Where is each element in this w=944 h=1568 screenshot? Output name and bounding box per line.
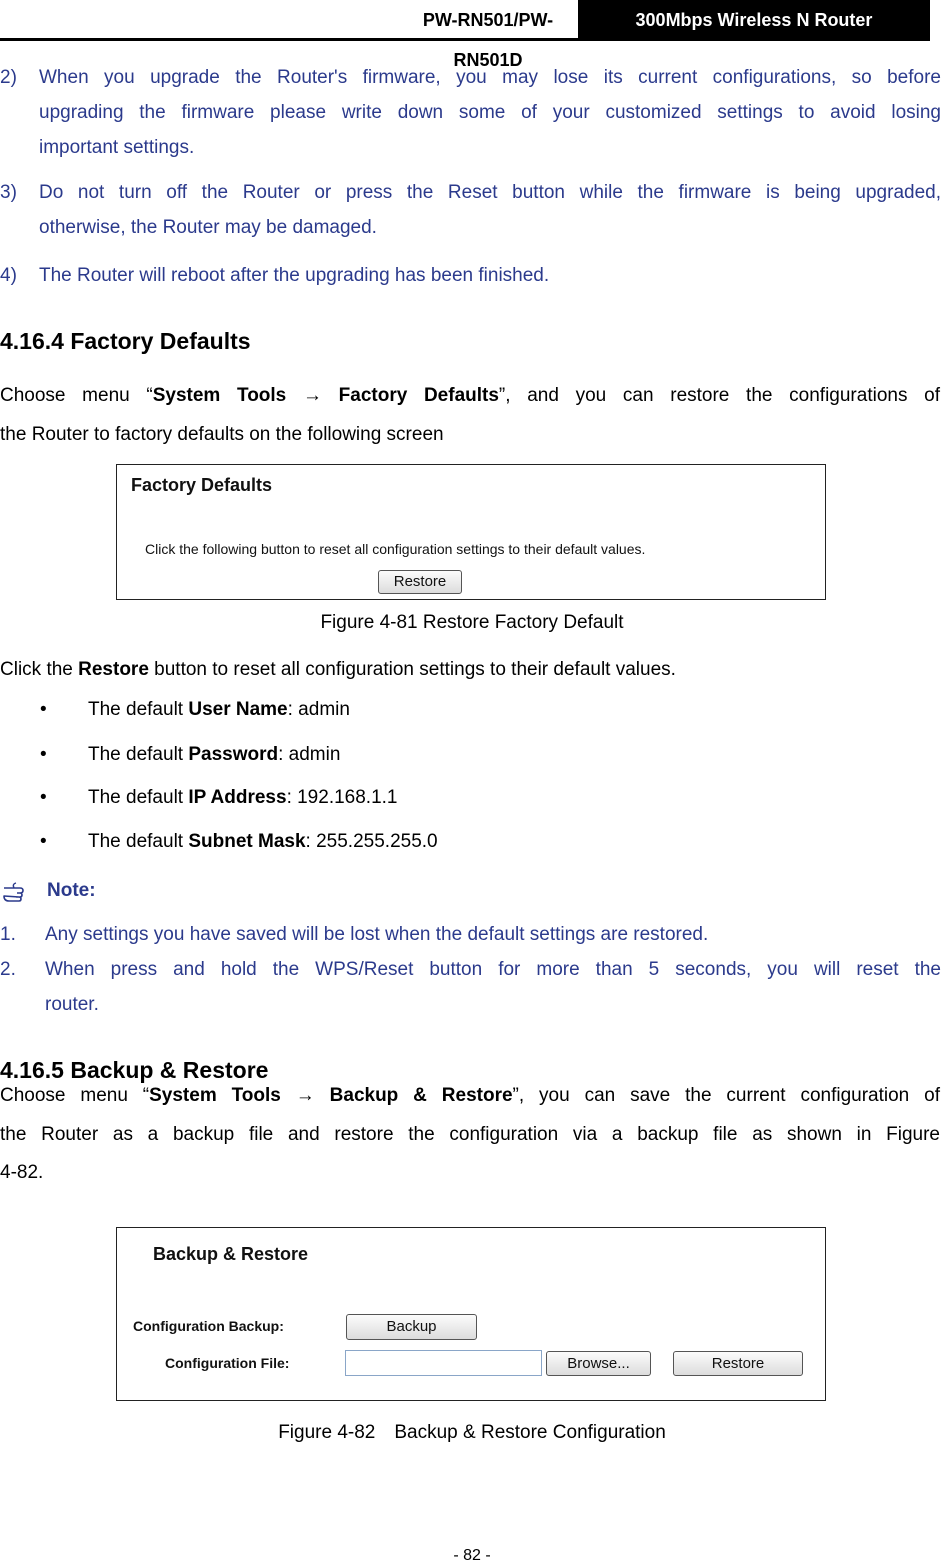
default-ip-address: • The default IP Address: 192.168.1.1 <box>40 787 398 808</box>
backup-intro-line2: the Router as a backup file and restore the configuration via a backup file as shown in Figure <box>0 1124 940 1145</box>
figure-caption: Figure 4-81 Restore Factory Default <box>320 612 624 633</box>
pointing-hand-icon <box>2 882 32 902</box>
config-file-input[interactable] <box>345 1350 542 1376</box>
restore-button[interactable]: Restore <box>673 1351 803 1376</box>
panel-description: Click the following button to reset all configuration settings to their default values. <box>145 541 646 557</box>
backup-intro-line1: Choose menu “System Tools → Backup & Restore”, you can save the current configuration of <box>0 1085 940 1106</box>
backup-intro-line3: 4-82. <box>0 1162 44 1183</box>
backup-heading: 4.16.5 Backup & Restore <box>0 1057 269 1083</box>
note-item-1: 1. Any settings you have saved will be lost when the default settings are restored. <box>0 924 709 945</box>
header-model: PW-RN501/PW-RN501D <box>422 10 554 70</box>
backup-button[interactable]: Backup <box>346 1314 477 1340</box>
factory-defaults-screenshot <box>116 464 826 600</box>
browse-button[interactable]: Browse... <box>546 1351 651 1376</box>
factory-intro-line1: Choose menu “System Tools → Factory Defaults”, and you can restore the configurations of <box>0 385 940 406</box>
default-password: • The default Password: admin <box>40 744 341 765</box>
figure-caption: Figure 4-82 Backup & Restore Configuration <box>278 1422 666 1443</box>
panel-title: Factory Defaults <box>131 475 273 495</box>
factory-intro-line2: the Router to factory defaults on the following screen <box>0 424 444 445</box>
upgrade-note-4: 4) The Router will reboot after the upgrading has been finished. <box>0 265 550 286</box>
factory-heading: 4.16.4 Factory Defaults <box>0 328 251 354</box>
note-item-2: 2. When press and hold the WPS/Reset button for more than 5 seconds, you will reset the router. <box>0 959 941 1015</box>
upgrade-note-3: 3) Do not turn off the Router or press the Reset button while the firmware is being upgraded, otherwise, the Router may be damaged. <box>0 182 941 238</box>
config-file-label: Configuration File: <box>165 1355 290 1371</box>
panel-title: Backup & Restore <box>153 1244 309 1264</box>
default-user-name: • The default User Name: admin <box>40 699 350 720</box>
page-number: - 82 - <box>453 1547 491 1564</box>
config-backup-label: Configuration Backup: <box>133 1318 284 1334</box>
restore-button[interactable]: Restore <box>378 570 462 594</box>
click-restore-text: Click the Restore button to reset all configuration settings to their default values. <box>0 659 676 680</box>
header-product: 300Mbps Wireless N Router <box>578 0 930 38</box>
header-rule <box>0 38 930 41</box>
upgrade-note-2: 2) When you upgrade the Router's firmware, you may lose its current configurations, so before upgrading the firmware please write down some of your customized settings to avoid losing important settings. <box>0 67 941 158</box>
default-subnet-mask: • The default Subnet Mask: 255.255.255.0 <box>40 831 438 852</box>
backup-restore-screenshot <box>116 1227 826 1401</box>
